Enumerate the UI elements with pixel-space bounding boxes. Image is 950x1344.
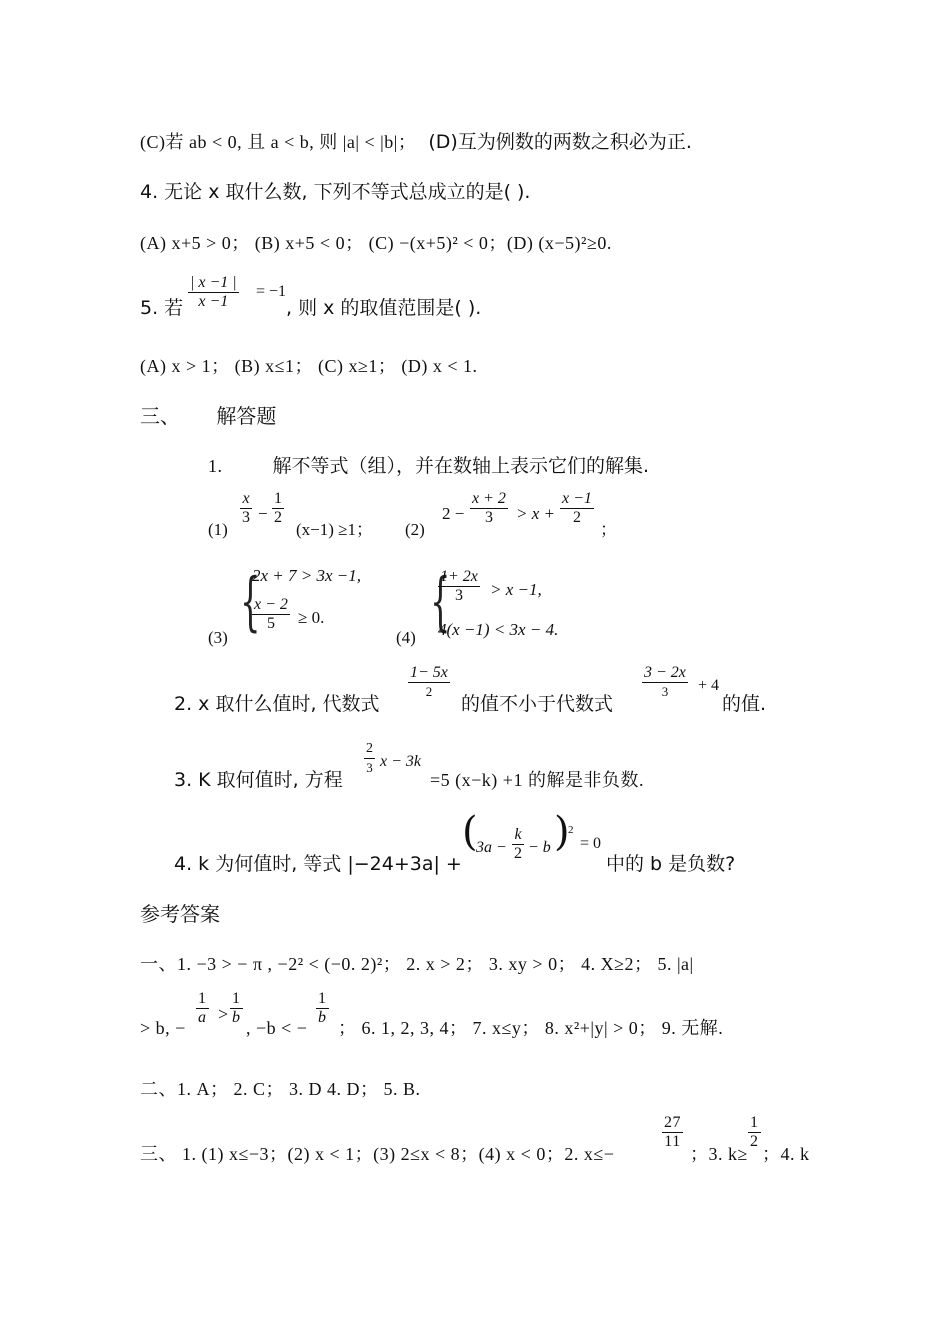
q4-options: (A) x+5 > 0； (B) x+5 < 0； (C) −(x+5)² < 0；(D) (x−5)²≥0. (140, 233, 612, 253)
q5-prefix: 5. 若 (140, 297, 184, 319)
fraction: 1− 5x 2 (410, 664, 448, 699)
fraction: $\frac{x}{3}$ (242, 490, 250, 526)
fraction: $\frac{x - 2}{5}$ (254, 596, 288, 632)
fraction: $\frac{27}{11}$ (664, 1114, 681, 1150)
problem-1-item-4: (4) { $\frac{1+ 2x}{3}$ > x −1, 4(x −1) < 3x − 4. (396, 565, 559, 647)
q5-options: (A) x > 1； (B) x≤1； (C) x≥1； (D) x < 1. (140, 356, 478, 376)
section-number: 三、 (140, 404, 180, 428)
left-paren-icon: ( (462, 809, 478, 855)
section-heading (140, 404, 276, 428)
left-brace-icon: { (430, 565, 451, 639)
q3-option-c: (C)若 ab < 0, 且 a < b, 则 |a| < |b|； (140, 132, 417, 152)
q5-suffix: , 则 x 的取值范围是( ). (286, 297, 482, 319)
problem-1-heading: 1. 解不等式（组），并在数轴上表示它们的解集. (208, 455, 650, 477)
fraction: $\frac{1}{a}$ (198, 990, 207, 1026)
q5-fraction: $\frac{| x -1 |}{x -1}$ (190, 274, 237, 310)
section-title: 解答题 (216, 404, 277, 428)
answers-part-2: 二、1. A； 2. C； 3. D 4. D； 5. B. (140, 1079, 421, 1099)
fraction: $\frac{1}{b}$ (318, 990, 327, 1026)
q4-stem: 4. 无论 x 取什么数, 下列不等式总成立的是( ). (140, 181, 531, 203)
answers-part-1-line-1: 一、1. −3 > − π , −2² < (−0. 2)²； 2. x > 2； 3. xy > 0； 4. X≥2； 5. |a| (140, 954, 694, 974)
fraction: $\frac{2}{3}$ (366, 741, 373, 775)
fraction: $\frac{1}{2}$ (274, 490, 282, 526)
fraction: $\frac{x + 2}{3}$ (472, 490, 506, 526)
fraction: $\frac{1}{b}$ (232, 990, 241, 1026)
fraction: 3 − 2x 3 (644, 664, 686, 699)
fraction: $\frac{1+ 2x}{3}$ (440, 568, 478, 604)
fraction: $\frac{k}{2}$ (514, 826, 522, 862)
q3-options-cd (140, 130, 692, 154)
problem-1-text: 解不等式（组），并在数轴上表示它们的解集. (272, 455, 650, 477)
right-paren-icon: ) (554, 809, 570, 855)
q3-option-d: (D)互为例数的两数之积必为正. (428, 131, 692, 153)
q5-equals: = −1 (256, 283, 287, 300)
fraction: $\frac{x -1}{2}$ (562, 490, 592, 526)
left-brace-icon: { (240, 565, 261, 639)
fraction: $\frac{1}{2}$ (750, 1114, 759, 1150)
answers-title: 参考答案 (140, 902, 220, 926)
problem-1-item-3: (3) { 2x + 7 > 3x −1, $\frac{x - 2}{5}$ ≥ 0. (208, 565, 362, 647)
